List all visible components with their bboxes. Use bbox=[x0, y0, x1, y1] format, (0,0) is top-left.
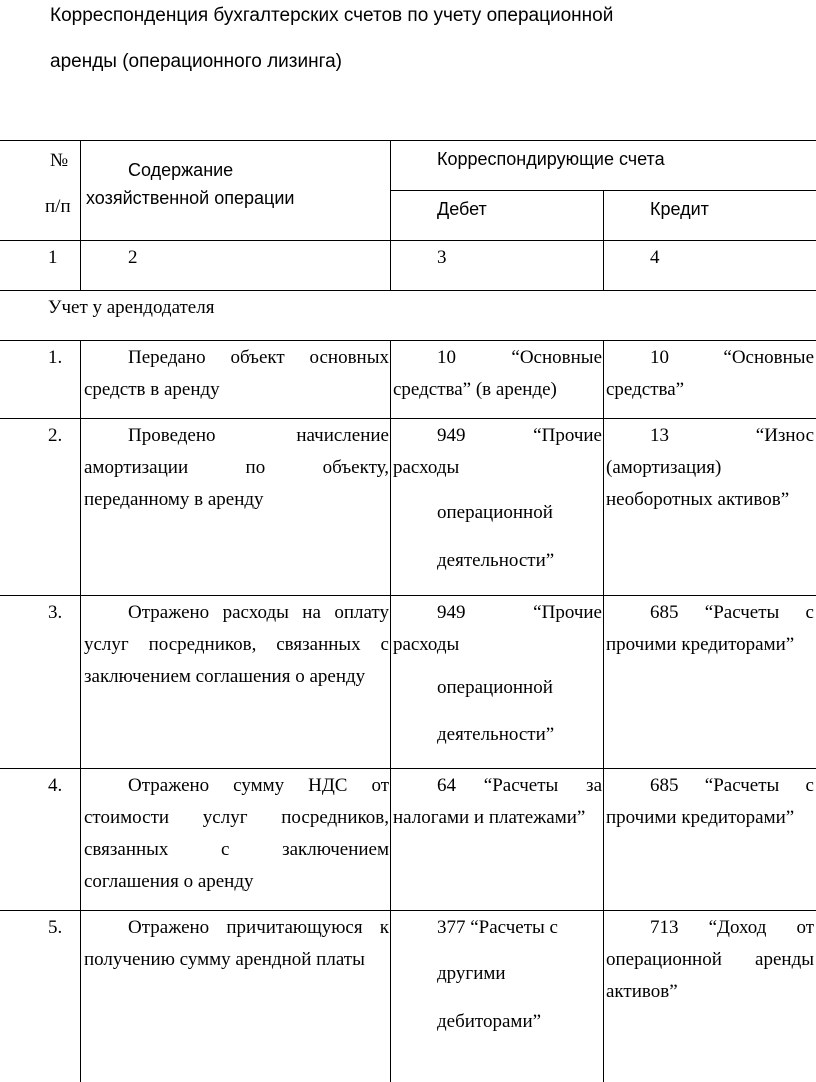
row-1-credit: 10 “Основные средства” bbox=[606, 347, 814, 400]
header-corresponding-accounts: Корреспондирующие счета bbox=[437, 149, 665, 169]
document-title-line-2: аренды (операционного лизинга) bbox=[50, 51, 342, 72]
row-2-debit-line-1: 949 “Прочие расходы bbox=[393, 425, 602, 478]
row-3-debit-line-2: операционной bbox=[437, 677, 553, 698]
section-lessor: Учет у арендодателя bbox=[48, 297, 215, 318]
column-number-3: 3 bbox=[437, 247, 447, 268]
column-number-2: 2 bbox=[128, 247, 138, 268]
column-number-4: 4 bbox=[650, 247, 660, 268]
header-content-line-1: Содержание bbox=[128, 160, 234, 180]
row-1-content: Передано объект основных средств в аренду bbox=[84, 347, 389, 400]
document-title-line-1: Корреспонденция бухгалтерских счетов по учету операционной bbox=[50, 5, 614, 26]
row-4-content: Отражено сумму НДС от стоимости услуг посредников, связанных с заключением соглашения о аренду bbox=[84, 775, 389, 892]
row-3-debit-line-3: деятельности” bbox=[437, 724, 555, 745]
row-1-debit: 10 “Основные средства” (в аренде) bbox=[393, 347, 602, 400]
header-credit: Кредит bbox=[650, 199, 709, 219]
header-number-label: п/п bbox=[45, 196, 71, 217]
column-number-1: 1 bbox=[48, 247, 58, 268]
row-5-debit-line-3: дебиторами” bbox=[437, 1011, 542, 1032]
row-5-credit: 713 “Доход от операционной аренды активов” bbox=[606, 917, 814, 1002]
header-number-symbol: № bbox=[50, 150, 69, 171]
row-3-debit-line-1: 949 “Прочие расходы bbox=[393, 602, 602, 655]
row-2-debit-line-2: операционной bbox=[437, 502, 553, 523]
row-3-credit: 685 “Расчеты с прочими кредиторами” bbox=[606, 602, 814, 655]
row-2-credit: 13 “Износ (амортизация) необоротных активов” bbox=[606, 425, 814, 510]
row-4-debit: 64 “Расчеты за налогами и платежами” bbox=[393, 775, 602, 828]
header-debit: Дебет bbox=[437, 199, 487, 219]
row-5-content: Отражено причитающуюся к получению сумму арендной платы bbox=[84, 917, 389, 970]
row-2-number: 2. bbox=[48, 425, 63, 446]
row-5-debit-line-2: другими bbox=[437, 963, 506, 984]
row-2-content: Проведено начисление амортизации по объекту, переданному в аренду bbox=[84, 425, 389, 510]
row-2-debit-line-3: деятельности” bbox=[437, 550, 555, 571]
row-4-number: 4. bbox=[48, 775, 63, 796]
row-4-credit: 685 “Расчеты с прочими кредиторами” bbox=[606, 775, 814, 828]
header-content-line-2: хозяйственной операции bbox=[86, 188, 295, 208]
row-1-number: 1. bbox=[48, 347, 63, 368]
row-3-content: Отражено расходы на оплату услуг посредников, связанных с заключением соглашения о аренду bbox=[84, 602, 389, 687]
row-5-debit-line-1: 377 “Расчеты с bbox=[437, 917, 558, 938]
row-5-number: 5. bbox=[48, 917, 63, 938]
row-3-number: 3. bbox=[48, 602, 63, 623]
